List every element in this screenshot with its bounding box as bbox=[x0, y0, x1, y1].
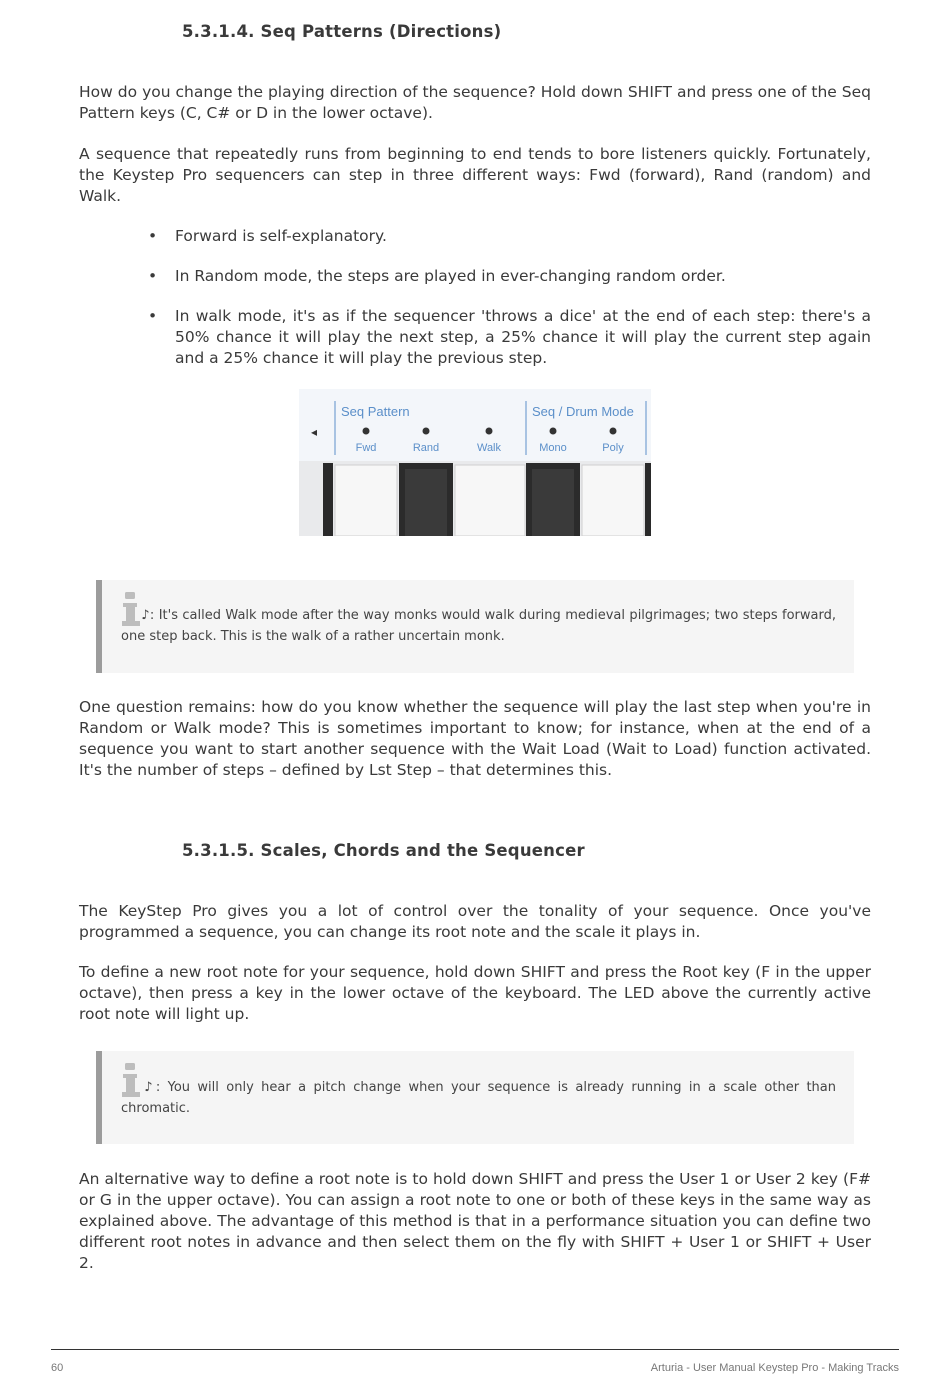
white-key bbox=[582, 465, 644, 536]
led-arrow-icon: ◂ bbox=[311, 425, 318, 439]
paragraph: A sequence that repeatedly runs from beginning to end tends to bore listeners quickly. Fortunately, the Keystep Pro sequencers can step in three different ways: Fwd (forward), Rand (random) and Walk. bbox=[79, 145, 871, 205]
bullet-item bbox=[148, 266, 871, 287]
group-label-seq-pattern: Seq Pattern bbox=[341, 404, 410, 419]
button-label-mono: Mono bbox=[539, 442, 567, 454]
led-fwd bbox=[363, 428, 370, 435]
bullet-item bbox=[148, 306, 871, 369]
led-mono bbox=[550, 428, 557, 435]
info-note bbox=[96, 580, 854, 673]
paragraph: An alternative way to define a root note is to hold down SHIFT and press the User 1 or User 2 key (F# or G in the upper octave). You can assign a root note to one or both of these keys in the same way as explained above. The advantage of this method is that in a performance situation you can define two different root notes in advance and then select them on the fly with SHIFT + User 1 or SHIFT + User 2. bbox=[79, 1170, 871, 1272]
bullet-marker: • bbox=[148, 227, 158, 245]
seq-pattern-panel-image bbox=[299, 389, 651, 536]
bullet-marker: • bbox=[148, 307, 158, 325]
black-key-top bbox=[405, 469, 447, 536]
group-label-seq-drum-mode: Seq / Drum Mode bbox=[532, 404, 634, 419]
bullet-text: Forward is self-explanatory. bbox=[175, 227, 387, 245]
white-key bbox=[455, 465, 525, 536]
led-rand bbox=[423, 428, 430, 435]
bullet-marker: • bbox=[148, 267, 158, 285]
led-walk bbox=[486, 428, 493, 435]
black-key bbox=[323, 463, 333, 536]
section-heading-seq-patterns: 5.3.1.4. Seq Patterns (Directions) bbox=[182, 22, 502, 41]
button-label-fwd: Fwd bbox=[355, 442, 377, 454]
section-heading-scales-chords: 5.3.1.5. Scales, Chords and the Sequencer bbox=[182, 841, 585, 860]
page-number: 60 bbox=[51, 1362, 64, 1374]
footer-title: Arturia - User Manual Keystep Pro - Making Tracks bbox=[650, 1362, 899, 1374]
led-poly bbox=[610, 428, 617, 435]
paragraph: The KeyStep Pro gives you a lot of control over the tonality of your sequence. Once you've programmed a sequence, you can change its root note and the scale it plays in. bbox=[79, 902, 871, 941]
button-label-rand: Rand bbox=[412, 442, 440, 454]
paragraph: How do you change the playing direction of the sequence? Hold down SHIFT and press one of the Seq Pattern keys (C, C# or D in the lower octave). bbox=[79, 83, 871, 122]
black-key-top bbox=[532, 469, 574, 536]
note-text: ♪: It's called Walk mode after the way monks would walk during medieval pilgrimages; two steps forward, one step back. This is the walk of a rather uncertain monk. bbox=[121, 608, 836, 644]
button-label-walk: Walk bbox=[476, 442, 502, 454]
paragraph: To define a new root note for your sequence, hold down SHIFT and press the Root key (F in the upper octave), then press a key in the lower octave of the keyboard. The LED above the currently active root note will light up. bbox=[79, 963, 871, 1023]
info-note bbox=[96, 1051, 854, 1144]
bullet-item bbox=[148, 226, 871, 247]
bullet-text: In Random mode, the steps are played in ever-changing random order. bbox=[175, 267, 726, 285]
paragraph: One question remains: how do you know whether the sequence will play the last step when you're in Random or Walk mode? This is sometimes important to know; for instance, when at the end of a sequence you want to start another sequence with the Wait Load (Wait to Load) function activated. It's the number of steps – defined by Lst Step – that determines this. bbox=[79, 698, 871, 779]
footer-divider bbox=[51, 1349, 899, 1350]
note-text: ♪: You will only hear a pitch change when your sequence is already running in a scale other than chromatic. bbox=[121, 1080, 836, 1116]
bullet-text: In walk mode, it's as if the sequencer 'throws a dice' at the end of each step: there's a 50% chance it will play the next step, a 25% chance it will play the current step again and a 25% chance it will play the previous step. bbox=[175, 307, 871, 367]
black-key bbox=[645, 463, 651, 536]
button-label-poly: Poly bbox=[602, 442, 624, 454]
white-key bbox=[335, 465, 397, 536]
